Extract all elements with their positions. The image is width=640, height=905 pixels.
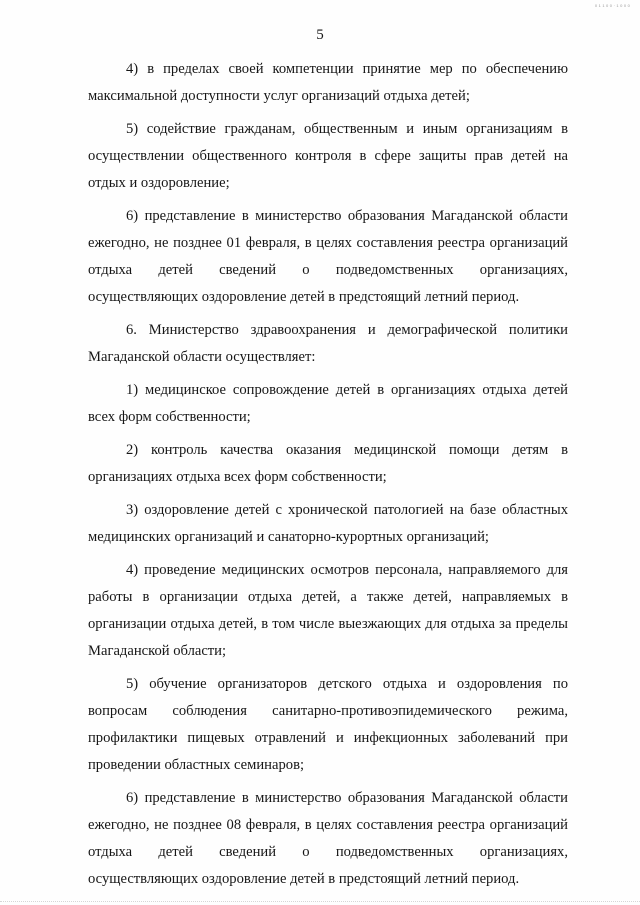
paragraph-item-6-education-report: 6) представление в министерство образования Магаданской области ежегодно, не позднее 01 февраля, в целях составления реестра организаций отдыха детей сведений о подведомственных организациях, осуществляющих оздоровление детей в предстоящий летний период. <box>88 208 568 305</box>
page-number: 5 <box>316 27 324 43</box>
paragraph-section-6-heading: 6. Министерство здравоохранения и демографической политики Магаданской области осуществляет: <box>88 322 568 365</box>
paragraph-item-5-training-seminars: 5) обучение организаторов детского отдыха и оздоровления по вопросам соблюдения санитарно-противоэпидемического режима, профилактики пищевых отравлений и инфекционных заболеваний при проведении областных семинаров; <box>88 676 568 773</box>
paragraph-item-4-medical-exams: 4) проведение медицинских осмотров персонала, направляемого для работы в организации отдыха детей, а также детей, направляемых в организации отдыха детей, в том числе выезжающих для отдыха за пределы Магаданской области; <box>88 562 568 659</box>
scan-edge-artifact <box>0 901 640 905</box>
paragraph-item-5-public-control: 5) содействие гражданам, общественным и иным организациям в осуществлении общественного контроля в сфере защиты прав детей на отдых и оздоровление; <box>88 121 568 191</box>
paragraph-item-6-health-report: 6) представление в министерство образования Магаданской области ежегодно, не позднее 08 февраля, в целях составления реестра организаций отдыха детей сведений о подведомственных организациях, осуществляющих оздоровление детей в предстоящий летний период. <box>88 790 568 887</box>
paragraph-item-4-accessibility: 4) в пределах своей компетенции принятие мер по обеспечению максимальной доступности услуг организаций отдыха детей; <box>88 61 568 104</box>
scan-corner-mark: 0 1 1 0 0 · 1 0 0 0 <box>594 3 630 8</box>
paragraph-item-3-chronic-patients: 3) оздоровление детей с хронической патологией на базе областных медицинских организаций и санаторно-курортных организаций; <box>88 502 568 545</box>
paragraph-item-1-medical-support: 1) медицинское сопровождение детей в организациях отдыха детей всех форм собственности; <box>88 382 568 425</box>
paragraph-item-2-quality-control: 2) контроль качества оказания медицинской помощи детям в организациях отдыха всех форм собственности; <box>88 442 568 485</box>
document-body <box>88 56 568 899</box>
